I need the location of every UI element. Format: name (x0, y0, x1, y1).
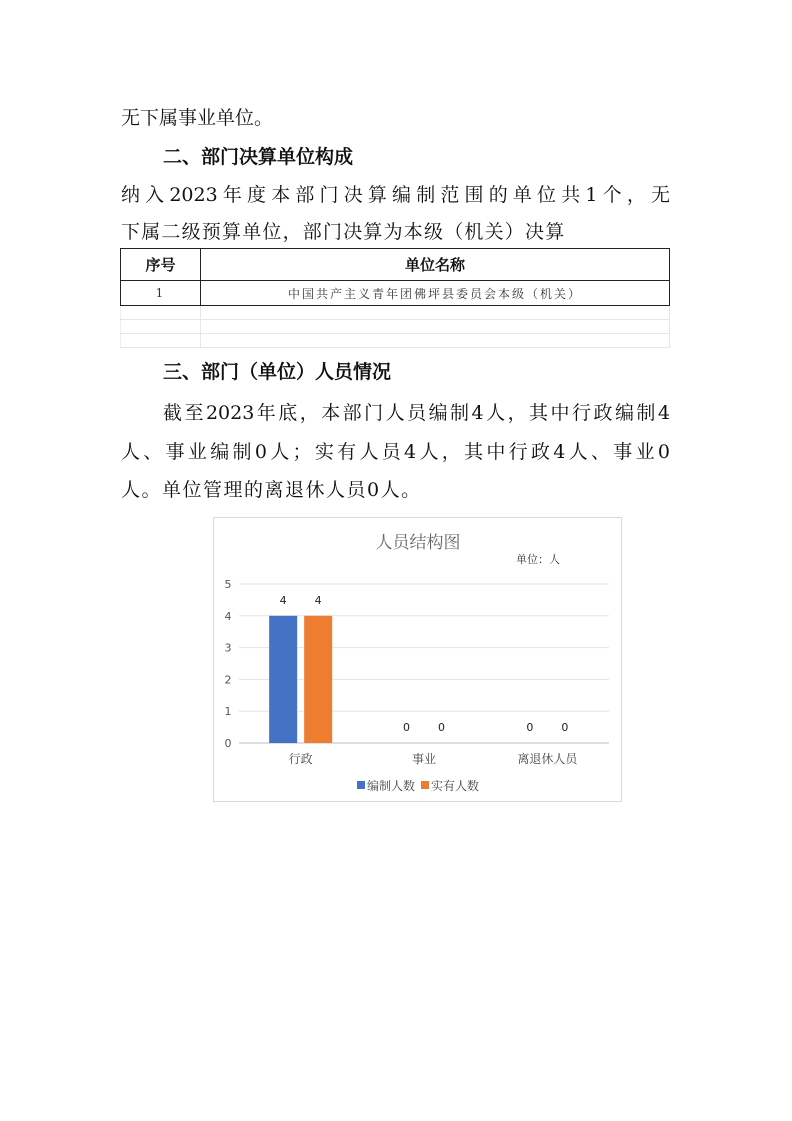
y-tick-label: 0 (224, 737, 232, 750)
y-tick-label: 1 (224, 705, 232, 719)
data-label: 4 (314, 593, 322, 607)
cell-unit-name: 中国共产主义青年团佛坪县委员会本级（机关） (201, 281, 670, 306)
chart-title: 人员结构图 (375, 533, 461, 553)
bar (269, 616, 297, 743)
data-label: 4 (279, 593, 287, 607)
x-tick-label: 事业 (411, 752, 437, 766)
unit-table (120, 248, 670, 348)
section-heading: 三、部门（单位）人员情况 (163, 361, 392, 383)
staff-structure-chart (213, 517, 622, 802)
paragraph-text: 无下属事业单位。 (121, 107, 274, 129)
header-unit-name: 单位名称 (201, 249, 670, 281)
paragraph-text: 下属二级预算单位，部门决算为本级（机关）决算 (121, 221, 566, 243)
legend-label: 编制人数 (367, 779, 416, 793)
paragraph-text: 纳入2023年度本部门决算编制范围的单位共1个，无 (121, 184, 670, 206)
bar (304, 616, 332, 743)
data-label: 0 (403, 721, 410, 734)
y-tick-label: 5 (224, 578, 232, 591)
data-label: 0 (526, 721, 534, 734)
paragraph-text: 截至2023年底，本部门人员编制4人，其中行政编制4 (163, 402, 670, 424)
legend-label: 实有人数 (431, 779, 480, 793)
paragraph-text: 人、事业编制0人；实有人员4人，其中行政4人、事业0 (121, 441, 670, 463)
y-tick-label: 4 (224, 609, 232, 623)
header-index: 序号 (121, 249, 201, 281)
data-label: 0 (561, 721, 569, 734)
y-tick-label: 3 (224, 641, 232, 655)
paragraph-text: 人。单位管理的离退休人员0人。 (121, 479, 422, 501)
unit-note: 单位：人 (516, 553, 560, 566)
y-tick-label: 2 (224, 673, 232, 687)
legend-swatch (357, 781, 365, 789)
x-tick-label: 离退休人员 (517, 752, 578, 766)
data-label: 0 (438, 721, 445, 734)
legend-swatch (421, 781, 429, 789)
cell-index: 1 (121, 281, 201, 306)
section-heading: 二、部门决算单位构成 (163, 146, 354, 168)
x-tick-label: 行政 (288, 752, 313, 766)
table-row (121, 281, 670, 306)
